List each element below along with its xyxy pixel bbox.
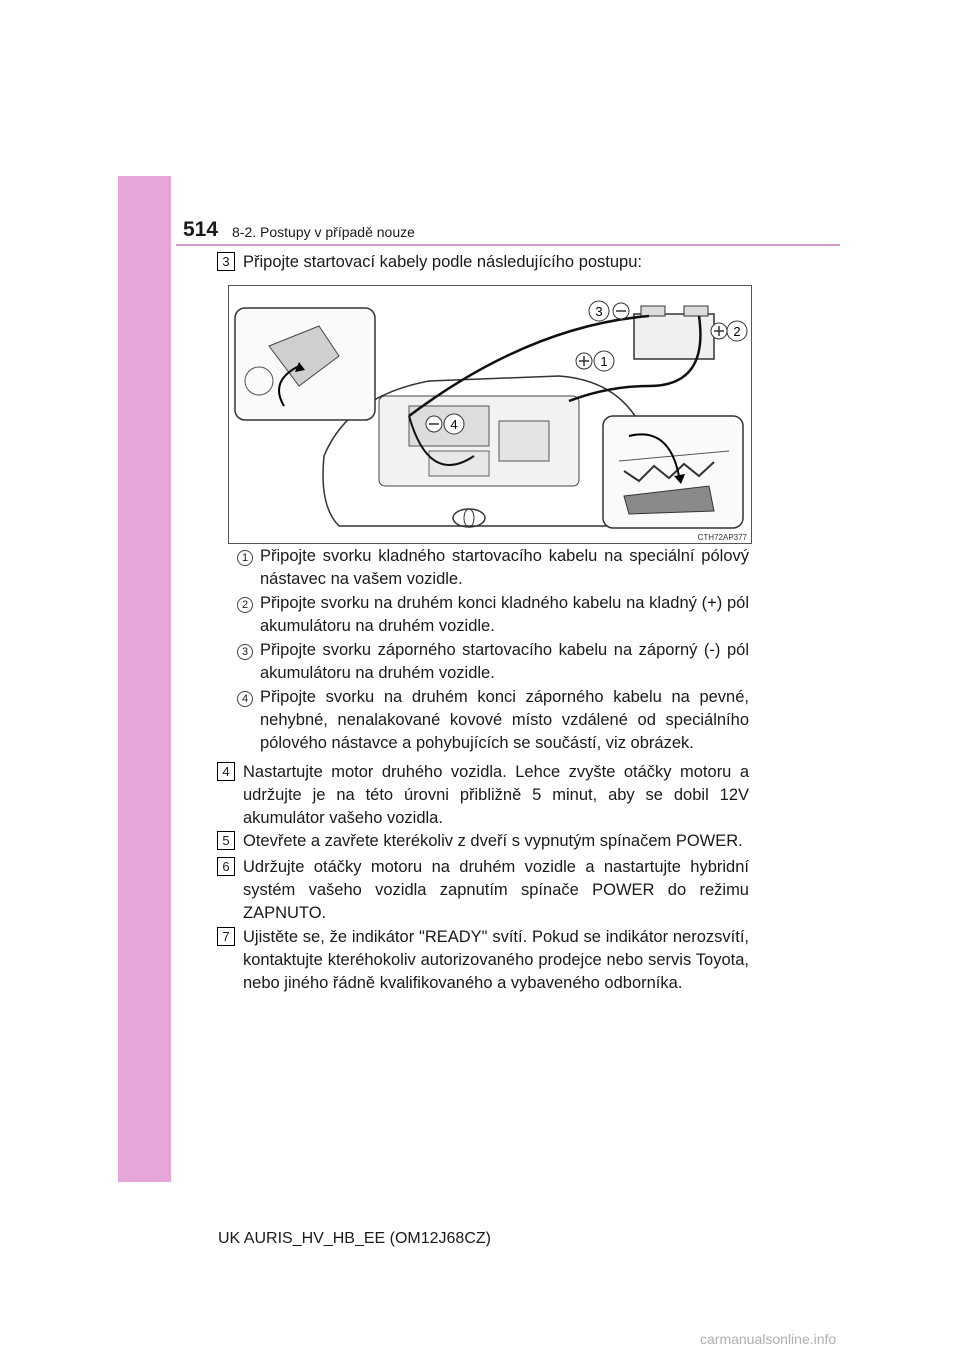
step-number-4: 4 <box>217 762 235 781</box>
figure-code: CTH72AP377 <box>697 533 747 542</box>
callout-4: 4 <box>450 417 458 432</box>
section-title: 8-2. Postupy v případě nouze <box>232 224 415 240</box>
step-7-text: Ujistěte se, že indikátor "READY" svítí. Pokud se indikátor nerozsvítí, kontaktujte kteréhokoliv autorizovaného prodejce nebo servis Toyota, nebo jiného řádně kvalifikovaného a vybaveného odborníka. <box>243 928 749 992</box>
callout-1: 1 <box>600 354 608 369</box>
substep-number-1: 1 <box>237 550 253 566</box>
substep-number-2: 2 <box>237 597 253 613</box>
header-divider <box>176 244 840 246</box>
page-number: 514 <box>183 218 219 241</box>
step-number-3: 3 <box>217 252 235 271</box>
callout-3: 3 <box>595 304 603 319</box>
watermark: carmanualsonline.info <box>700 1331 837 1347</box>
illustration-svg <box>229 286 751 543</box>
step-number-6: 6 <box>217 857 235 876</box>
step-number-7: 7 <box>217 927 235 946</box>
substep-number-3: 3 <box>237 644 253 660</box>
jump-start-illustration <box>228 285 752 544</box>
callout-2: 2 <box>733 324 741 339</box>
substep-1-text: Připojte svorku kladného startovacího kabelu na speciální pólový nástavec na vašem vozidle. <box>260 547 749 588</box>
side-tab <box>118 176 171 1182</box>
step-4-text: Nastartujte motor druhého vozidla. Lehce zvyšte otáčky motoru a udržujte je na této úrovni přibližně 5 minut, aby se dobil 12V akumulátor vašeho vozidla. <box>243 763 749 827</box>
substep-3-text: Připojte svorku záporného startovacího kabelu na záporný (-) pól akumulátoru na druhém vozidle. <box>260 641 749 682</box>
step-number-5: 5 <box>217 831 235 850</box>
step-5-text: Otevřete a zavřete kterékoliv z dveří s vypnutým spínačem POWER. <box>243 832 743 850</box>
step-3-text: Připojte startovací kabely podle následujícího postupu: <box>243 253 642 271</box>
step-6-text: Udržujte otáčky motoru na druhém vozidle a nastartujte hybridní systém vašeho vozidla zapnutím spínače POWER do režimu ZAPNUTO. <box>243 858 749 922</box>
document-id: UK AURIS_HV_HB_EE (OM12J68CZ) <box>218 1230 491 1247</box>
substep-4-text: Připojte svorku na druhém konci záporného kabelu na pevné, nehybné, nenalakované kovové místo vzdálené od speciálního pólového nástavce a pohybujících se součástí, viz obrázek. <box>260 688 749 752</box>
substep-number-4: 4 <box>237 691 253 707</box>
substep-2-text: Připojte svorku na druhém konci kladného kabelu na kladný (+) pól akumulátoru na druhém vozidle. <box>260 594 749 635</box>
